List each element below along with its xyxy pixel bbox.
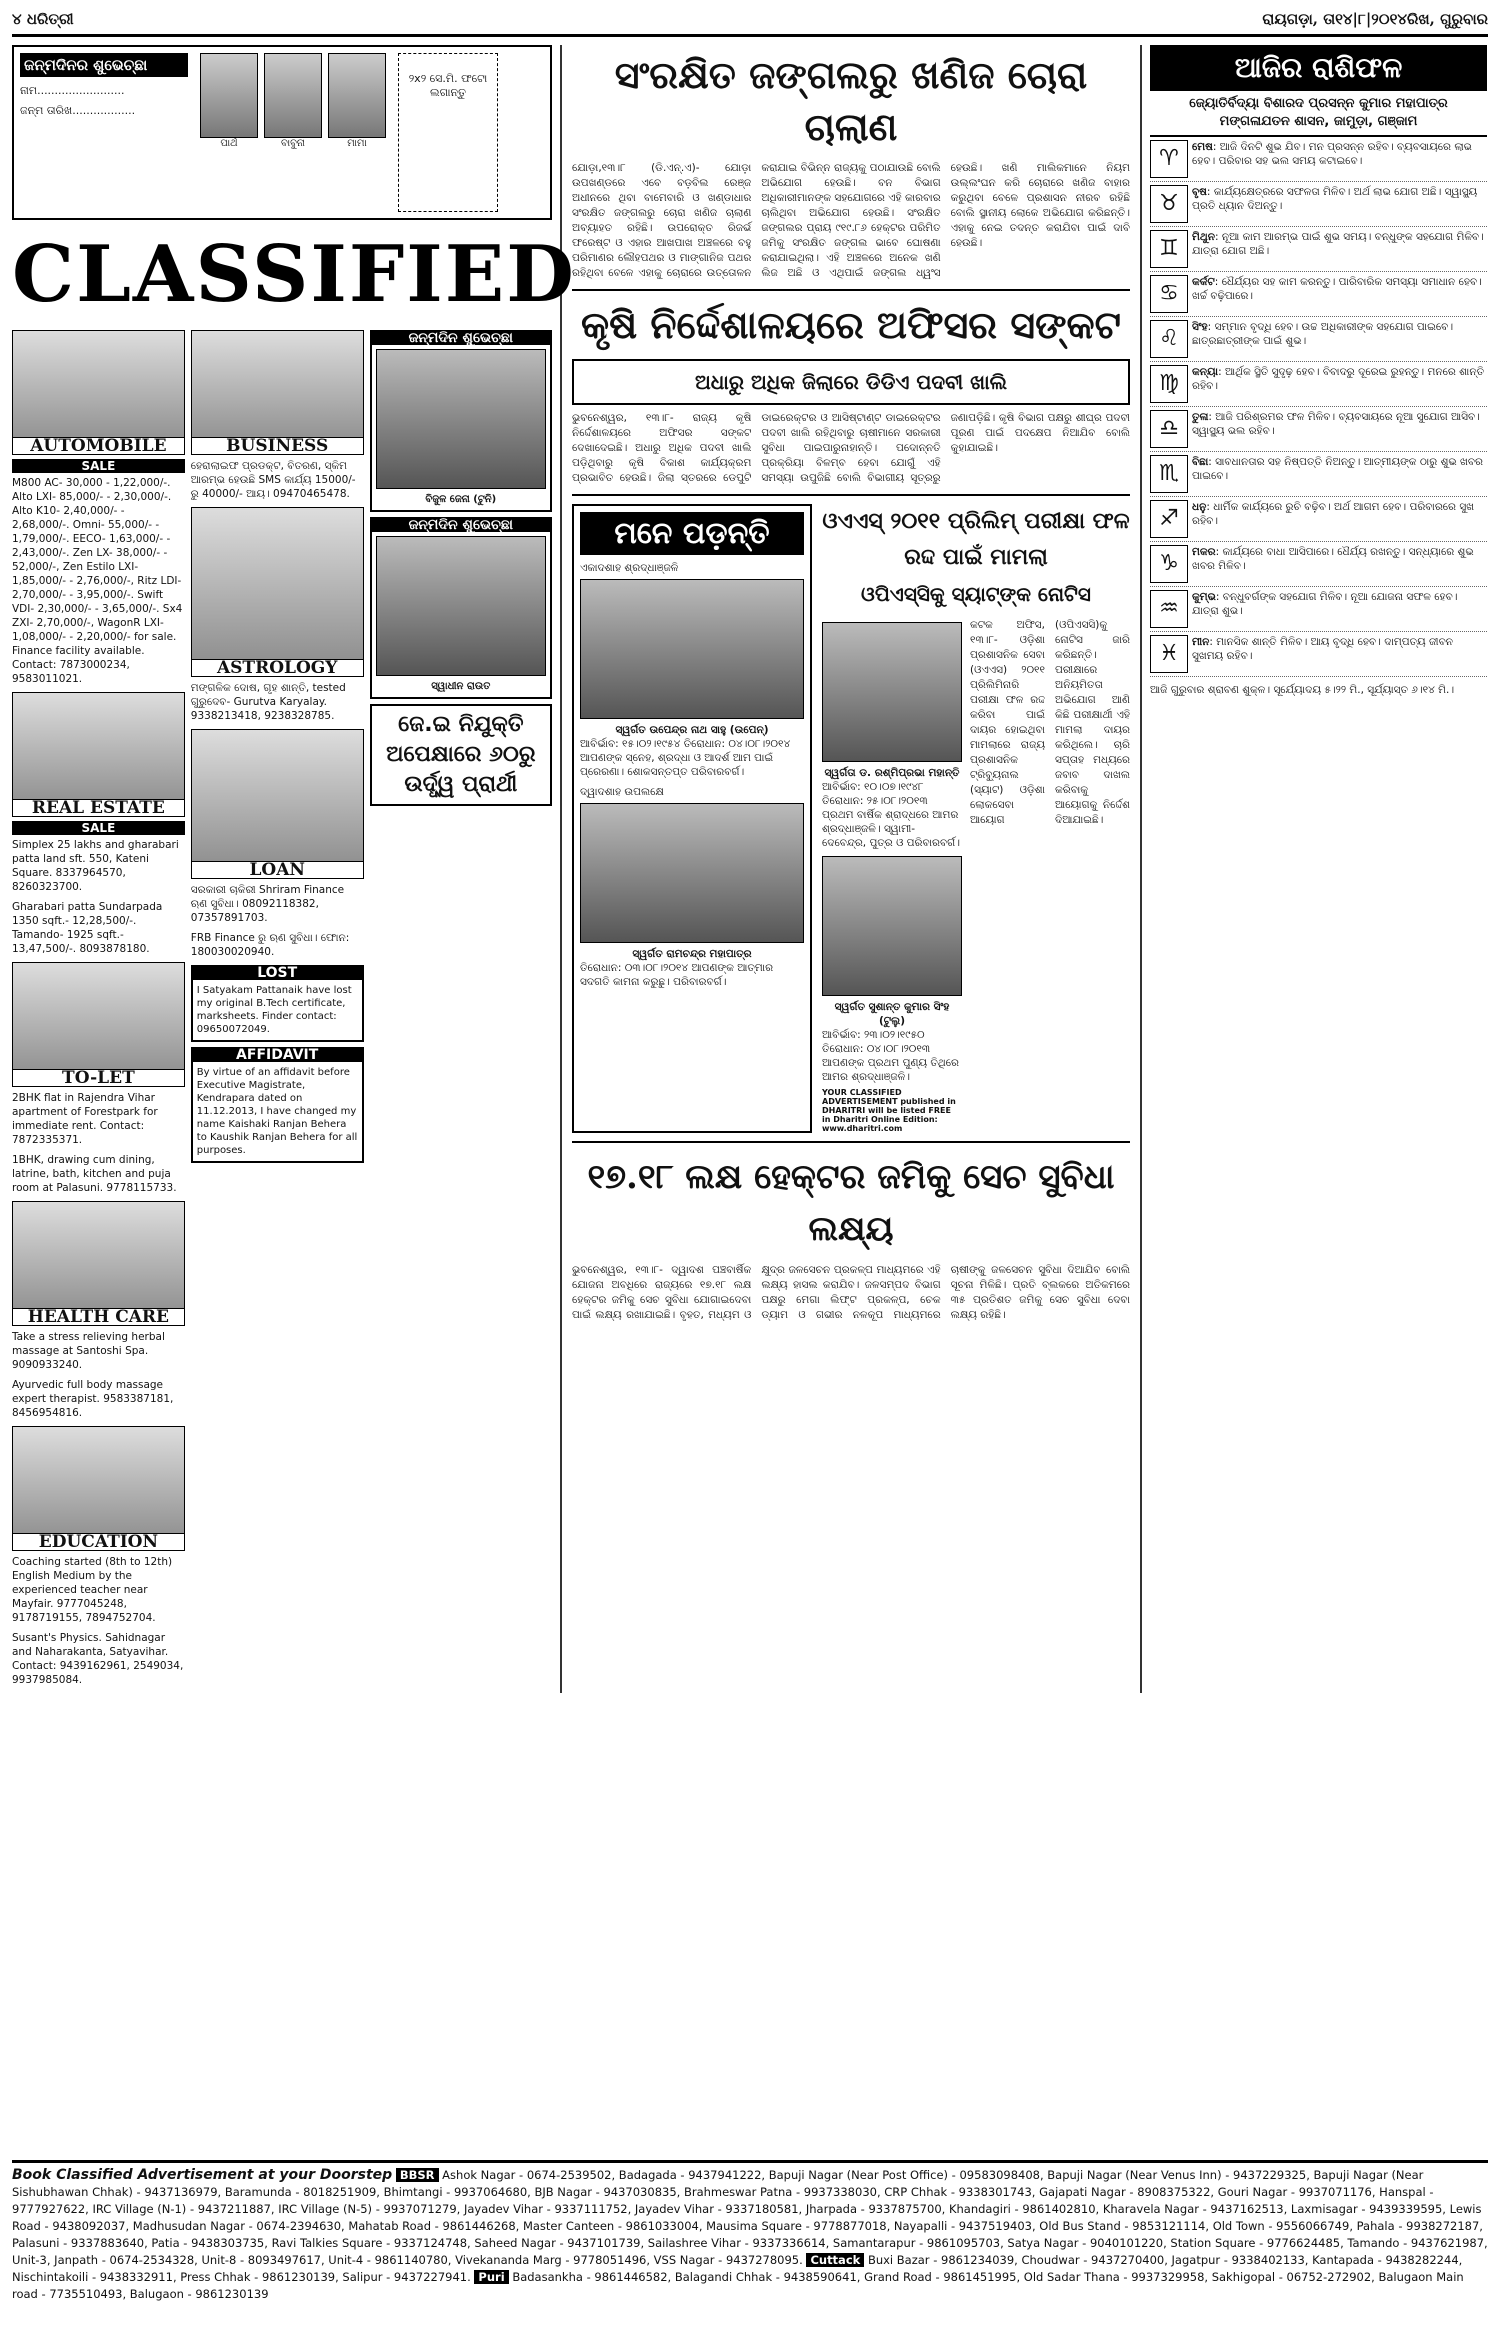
headline-4: ୧୭.୧୮ ଲକ୍ଷ ହେକ୍ଟର ଜମିକୁ ସେଚ ସୁବିଧା ଲକ୍ଷ୍ୟ xyxy=(587,1157,1115,1249)
sign-name: ତୁଳା xyxy=(1192,411,1209,423)
article-4: ଭୁବନେଶ୍ୱର, ୧୩।୮- ଦ୍ୱାଦଶ ପଞ୍ଚବାର୍ଷିକ ଯୋଜନା ଅବଧିରେ ରାଜ୍ୟରେ ୧୭.୧୮ ଲକ୍ଷ ହେକ୍ଟର ଜମିକୁ ସେଚ ସୁବିଧା ଯୋଗାଇଦେବା ପାଇଁ ଲକ୍ଷ୍ୟ ରଖାଯାଇଛି। ବୃହତ, ମଧ୍ୟମ ଓ କ୍ଷୁଦ୍ର ଜଳସେଚନ ପ୍ରକଳ୍ପ ମାଧ୍ୟମରେ ଏହି ଲକ୍ଷ୍ୟ ହାସଲ କରାଯିବ। ଜଳସମ୍ପଦ ବିଭାଗ ପକ୍ଷରୁ ମେଗା ଲିଫ୍ଟ ପ୍ରକଳ୍ପ, ଚେକ ଡ୍ୟାମ ଓ ଗଭୀର ନଳକୂପ ମାଧ୍ୟମରେ ଚାଷୀଙ୍କୁ ଜଳସେଚନ ସୁବିଧା ଦିଆଯିବ ବୋଲି ସୂଚନା ମିଳିଛି। ପ୍ରତି ବ୍ଲକରେ ଅତିକମରେ ୩୫ ପ୍ରତିଶତ ଜମିକୁ ସେଚ ସୁବିଧା ଦେବା ଲକ୍ଷ୍ୟ ରହିଛି। xyxy=(572,1264,1130,1321)
memorial-person-2: ସ୍ୱର୍ଗତା ଡ. ରଶ୍ମିପ୍ରଭା ମହାନ୍ତି ଆବିର୍ଭାବ: ୧୦।୦୭।୧୯୪୮ ତିରୋଧାନ: ୨୫।୦୮।୨୦୧୩ ପ୍ରଥମ ବାର୍ଷିକ ଶ୍ରାଦ୍ଧରେ ଆମର ଶ୍ରଦ୍ଧାଞ୍ଜଳି। ସ୍ୱାମୀ- ଦେବେନ୍ଦ୍ର, ପୁତ୍ର ଓ ପରିବାରବର୍ଗ। xyxy=(822,618,962,850)
zodiac-icon: ♑ xyxy=(1150,545,1188,583)
classified-column xyxy=(12,45,576,1693)
booking-footer xyxy=(12,2160,1488,2303)
astro-ad: ମଙ୍ଗଳିକ ଦୋଷ, ଗୃହ ଶାନ୍ତି, tested ଗୁରୁଦେବ- Gurutva Karyalay. 9338213418, 9238328785. xyxy=(190,682,346,722)
zodiac-icon: ♈ xyxy=(1150,140,1188,178)
article-1: ଯୋଡ଼ା,୧୩।୮ (ଡି.ଏନ୍.ଏ)- ଯୋଡ଼ା ଉପଖଣ୍ଡରେ ଏବେ ବଡ଼ବିଲ ରେଞ୍ଜ ଅଧୀନରେ ଥିବା ବାମେବାରି ଓ ଖଣ୍ଡାଧାର ସଂରକ୍ଷିତ ଜଙ୍ଗଲରୁ ଚୋରା ଖଣିଜ ଚାଲାଣ ଅବ୍ୟାହତ ରହିଛି। ଉପରୋକ୍ତ ରିଜର୍ଭ ଫରେଷ୍ଟ ଓ ଏହାର ଆଖପାଖ ଅଞ୍ଚଳରେ ବହୁ ପରିମାଣର ଲୌହପଥର ଓ ମାଙ୍ଗାନିଜ ପଥର ରହିଥିବା ବେଳେ ଏହାକୁ ଚୋରାରେ ଉତ୍ତୋଳନ କରାଯାଇ ବିଭିନ୍ନ ରାଜ୍ୟକୁ ପଠାଯାଉଛି ବୋଲି ଅଭିଯୋଗ ହେଉଛି। ବନ ବିଭାଗ ଅଧିକାରୀମାନଙ୍କ ସହଯୋଗରେ ଏହି କାରବାର ଚାଲିଥିବା ଅଭିଯୋଗ ହେଉଛି। ସଂରକ୍ଷିତ ଜଙ୍ଗଲର ପ୍ରାୟ ୯୧୯.୮୬ ହେକ୍ଟର ପରିମିତ ଜମିକୁ ସଂରକ୍ଷିତ ଜଙ୍ଗଲ ଭାବେ ଘୋଷଣା କରାଯାଇଥିଲା। ଏହି ଅଞ୍ଚଳରେ ଅନେକ ଖଣି ଲିଜ ଅଛି ଓ ଏଥିପାଇଁ ଜଙ୍ଗଲ ଧ୍ୱଂସ ହେଉଛି। ଖଣି ମାଲିକମାନେ ନିୟମ ଉଲ୍ଲଂଘନ କରି ଚୋରାରେ ଖଣିଜ ବାହାର କରୁଥିବା ବେଳେ ପ୍ରଶାସନ ନୀରବ ରହିଛି ବୋଲି ସ୍ଥାନୀୟ ଲୋକେ ଅଭିଯୋଗ କରିଛନ୍ତି। ଏହାକୁ ନେଇ ତଦନ୍ତ କରାଯିବା ପାଇଁ ଦାବି ହେଉଛି। xyxy=(572,162,1130,279)
sign-name: ମିଥୁନ xyxy=(1192,231,1215,243)
headline-3-sub: ଓପିଏସ୍‌ସିକୁ ସ୍ୟାଟ୍‌ଙ୍କ ନୋଟିସ xyxy=(861,582,1091,606)
tolet-ad: 2BHK flat in Rajendra Vihar apartment of Forestpark for immediate rent. Contact: 7872335371. xyxy=(12,1092,158,1146)
sign-name: ଧନୁ xyxy=(1192,501,1207,513)
horoscope-author: ଜ୍ୟୋତିର୍ବିଦ୍ୟା ବିଶାରଦ ପ୍ରସନ୍ନ କୁମାର ମହାପାତ୍ର ମଙ୍ଗଳାଯତନ ଶାସନ, ଜାମୁଡ଼ା, ଗଞ୍ଜାମ xyxy=(1150,91,1487,137)
sign-text: ଆଜି ଦିନଟି ଶୁଭ ଯିବ। ମନ ପ୍ରସନ୍ନ ରହିବ। ବ୍ୟବସାୟରେ ଲାଭ ହେବ। ପରିବାର ସହ ଭଲ ସମୟ କଟାଇବେ। xyxy=(1192,141,1472,167)
sign-name: ବିଛା xyxy=(1192,456,1209,468)
health-image: HEALTH CARE xyxy=(12,1201,185,1326)
dob-field: ଜନ୍ମ ତାରିଖ.................. xyxy=(20,104,136,117)
zodiac-icon: ♐ xyxy=(1150,500,1188,538)
classified-banner: CLASSIFIED xyxy=(12,229,576,320)
bbsr-list: Ashok Nagar - 0674-2539502, Badagada - 9437941222, Bapuji Nagar (Near Post Office) - 09583098408, Bapuji Nagar (Near Venus Inn) - 9437229325, Bapuji Nagar (Near Sishubhawan Chhak) - 9437136979, Baramunda - 8018251909, Bhimtangi - 9937064680, BJB Nagar - 9437030835, Brahmeswar Patna - 9937338030, CRP Chhak - 9338301743, Gajapati Nagar - 8908375322, Gouri Nagar - 9937071176, Hanspal - 9777927622, IRC Village (N-1) - 9437211887, IRC Village (N-5) - 9937071279, Jayadev Vihar - 9337111752, Jayadev Vihar - 9337180581, Jharpada - 9337875700, Khandagiri - 9861402810, Kharavela Nagar - 9437162513, Laxmisagar - 9439339595, Lewis Road - 9438092037, Madhusudan Nagar - 0674-2394630, Mahatab Road - 9861446268, Master Canteen - 9861033004, Mausima Square - 9778877018, Nayapalli - 9437519403, Old Bus Stand - 9853121114, Old Town - 9556066749, Pahala - 9938272187, Palasuni - 9337883640, Patia - 9438303735, Ravi Talkies Square - 9337124748, Saheed Nagar - 9437101739, Sailashree Vihar - 9337336614, Samantarapur - 9861095703, Satya Nagar - 9040101220, Station Square - 9776624485, Tamando - 9437621987, Unit-3, Janpath - 0674-2534328, Unit-8 - 8093497617, Unit-4 - 9861140780, Vivekananda Marg - 9778051496, VSS Nagar - 9437278095. xyxy=(12,2168,1488,2267)
city-tag: BBSR xyxy=(396,2168,439,2182)
business-image: BUSINESS xyxy=(191,330,364,455)
booking-lead: Book Classified Advertisement at your Doorstep xyxy=(12,2167,393,2183)
education-image: EDUCATION xyxy=(12,1426,185,1551)
cuttack-list: Buxi Bazar - 9861234039, Choudwar - 9437270400, Jagatpur - 9338402133, Kantapada - 9438282244, Nischintakoili - 9438332911, Press Chhak - 9861230139, Salipur - 9437227941. xyxy=(12,2253,1463,2284)
loan-ad: ସରକାରୀ ଚାକିରୀ Shriram Finance ଋଣ ସୁବିଧା। 08092118382, 07357891703. xyxy=(190,884,345,924)
article-2-inset: ଅଧାରୁ ଅଧିକ ଜିଲାରେ ଡିଡିଏ ପଦବୀ ଖାଲି xyxy=(572,359,1130,405)
zodiac-icon: ♒ xyxy=(1150,590,1188,628)
lost-notice: LOST I Satyakam Pattanaik have lost my original B.Tech certificate, marksheets. Finder contact: 09650072049. xyxy=(191,965,364,1042)
news-column xyxy=(562,45,1142,1693)
zodiac-icon: ♓ xyxy=(1150,635,1188,673)
greeting-card-2: ଜନ୍ମଦିନ ଶୁଭେଚ୍ଛା ସ୍ୱାଧୀନ ରାଉତ xyxy=(370,517,552,699)
affidavit-notice: AFFIDAVIT By virtue of an affidavit before Executive Magistrate, Kendrapara dated on 11.12.2013, I have changed my name Kaishaki Ranjan Behera to Kaushik Ranjan Behera for all purposes. xyxy=(191,1047,364,1163)
sign-name: ମେଷ xyxy=(1192,141,1213,153)
zodiac-icon: ♌ xyxy=(1150,320,1188,358)
sign-name: ସିଂହ xyxy=(1192,321,1208,333)
photo-size-note: ୨x୨ ସେ.ମି. ଫଟୋ ଲଗାନ୍ତୁ xyxy=(398,53,498,212)
astrology-image: ASTROLOGY xyxy=(191,507,364,677)
realestate-image: REAL ESTATE xyxy=(12,692,185,817)
horoscope-sign: ♎ ତୁଳା: ଆଜି ପରିଶ୍ରମର ଫଳ ମିଳିବ। ବ୍ୟବସାୟରେ ନୂଆ ସୁଯୋଗ ଆସିବ। ସ୍ୱାସ୍ଥ୍ୟ ଭଲ ରହିବ। xyxy=(1150,407,1487,452)
horoscope-list xyxy=(1150,137,1487,677)
puri-list: Badasankha - 9861446582, Balagandi Chhak - 9438590641, Grand Road - 9861451995, Old Sadar Thana - 9937329958, Sakhigopal - 06752-272902, Balugaon Main road - 7735510493, Balugaon - 9861230139 xyxy=(12,2270,1464,2301)
sign-name: ବୃଷ xyxy=(1192,186,1207,198)
sign-text: ବନ୍ଧୁବର୍ଗଙ୍କ ସହଯୋଗ ମିଳିବ। ନୂଆ ଯୋଜନା ସଫଳ ହେବ। ଯାତ୍ରା ଶୁଭ। xyxy=(1192,591,1458,617)
birthday-form: ଜନ୍ମଦିନର ଶୁଭେଚ୍ଛା ନାମ......................... ଜନ୍ମ ତାରିଖ.................. ପାର୍ଥ ବାବୁନା ମାମା ୨x୨ ସେ.ମି. ଫଟୋ ଲଗାନ୍ତୁ xyxy=(12,45,552,220)
sale-label: SALE xyxy=(12,459,185,473)
sign-name: କୁମ୍ଭ xyxy=(1192,591,1216,603)
sign-text: ଆଜି ପରିଶ୍ରମର ଫଳ ମିଳିବ। ବ୍ୟବସାୟରେ ନୂଆ ସୁଯୋଗ ଆସିବ। ସ୍ୱାସ୍ଥ୍ୟ ଭଲ ରହିବ। xyxy=(1192,411,1480,437)
birthday-title: ଜନ୍ମଦିନର ଶୁଭେଚ୍ଛା xyxy=(20,53,188,77)
automobile-image: AUTOMOBILE xyxy=(12,330,185,455)
horoscope-sign: ♑ ମକର: କାର୍ଯ୍ୟରେ ବାଧା ଆସିପାରେ। ଧୈର୍ଯ୍ୟ ରଖନ୍ତୁ। ସନ୍ଧ୍ୟାରେ ଶୁଭ ଖବର ମିଳିବ। xyxy=(1150,542,1487,587)
article-2: ଭୁବନେଶ୍ୱର, ୧୩।୮- ରାଜ୍ୟ କୃଷି ନିର୍ଦ୍ଦେଶାଳୟରେ ଅଫିସର ସଙ୍କଟ ଦେଖାଦେଇଛି। ଅଧାରୁ ଅଧିକ ପଦବୀ ଖାଲି ପଡ଼ିଥିବାରୁ କୃଷି ବିକାଶ କାର୍ଯ୍ୟକ୍ରମ ପ୍ରଭାବିତ ହେଉଛି। ଜିଲା ସ୍ତରରେ ଡେପୁଟି ଡାଇରେକ୍ଟର ଓ ଆସିଷ୍ଟାଣ୍ଟ ଡାଇରେକ୍ଟର ପଦବୀ ଖାଲି ରହିଥିବାରୁ ଚାଷୀମାନେ ସରକାରୀ ସୁବିଧା ପାଇପାରୁନାହାନ୍ତି। ପଦୋନ୍ନତି ପ୍ରକ୍ରିୟା ବିଳମ୍ବ ହେବା ଯୋଗୁଁ ଏହି ସମସ୍ୟା ଉପୁଜିଛି ବୋଲି ବିଭାଗୀୟ ସୂତ୍ରରୁ ଜଣାପଡ଼ିଛି। କୃଷି ବିଭାଗ ପକ୍ଷରୁ ଶୀଘ୍ର ପଦବୀ ପୂରଣ ପାଇଁ ପଦକ୍ଷେପ ନିଆଯିବ ବୋଲି କୁହାଯାଇଛି। xyxy=(572,412,1130,484)
sign-text: ଆର୍ଥିକ ସ୍ଥିତି ସୁଦୃଢ଼ ହେବ। ବିବାଦରୁ ଦୂରେଇ ରୁହନ୍ତୁ। ମନରେ ଶାନ୍ତି ରହିବ। xyxy=(1192,366,1485,392)
real-ad: Simplex 25 lakhs and gharabari patta land sft. 550, Kateni Square. 8337964570, 8260323700. xyxy=(12,839,179,893)
memorial-person-1: ଏକାଦଶାହ ଶ୍ରଦ୍ଧାଞ୍ଜଳି ସ୍ୱର୍ଗତ ଉପେନ୍ଦ୍ର ନାଥ ସାହୁ (ଉପେନ୍) ଆବିର୍ଭାବ: ୧୫।୦୨।୧୯୫୪ ତିରୋଧାନ: ୦୪।୦୮।୨୦୧୪ ଆପଣଙ୍କ ସ୍ନେହ, ଶ୍ରଦ୍ଧା ଓ ଆଦର୍ଶ ଆମ ପାଇଁ ପ୍ରେରଣା। ଶୋକସନ୍ତପ୍ତ ପରିବାରବର୍ଗ। xyxy=(580,561,804,779)
classified-col-2 xyxy=(191,330,364,1693)
online-note: YOUR CLASSIFIED ADVERTISEMENT published in DHARITRI will be listed FREE in Dharitri Online Edition: www.dharitri.com xyxy=(822,1088,956,1133)
horoscope-sign: ♍ କନ୍ୟା: ଆର୍ଥିକ ସ୍ଥିତି ସୁଦୃଢ଼ ହେବ। ବିବାଦରୁ ଦୂରେଇ ରୁହନ୍ତୁ। ମନରେ ଶାନ୍ତି ରହିବ। xyxy=(1150,362,1487,407)
tolet-image: TO-LET xyxy=(12,962,185,1087)
sign-name: ମକର xyxy=(1192,546,1216,558)
sign-text: କାର୍ଯ୍ୟକ୍ଷେତ୍ରରେ ସଫଳତା ମିଳିବ। ଅର୍ଥ ଲାଭ ଯୋଗ ଅଛି। ସ୍ୱାସ୍ଥ୍ୟ ପ୍ରତି ଧ୍ୟାନ ଦିଅନ୍ତୁ। xyxy=(1192,186,1478,212)
sign-name: କନ୍ୟା xyxy=(1192,366,1219,378)
greeting-photo xyxy=(376,349,546,489)
city-tag: Cuttack xyxy=(806,2253,864,2267)
greetings-col xyxy=(370,330,552,1693)
panjika: ଆଜି ଗୁରୁବାର ଶ୍ରାବଣ ଶୁକ୍ଳ। ସୂର୍ଯ୍ୟୋଦୟ ୫।୨୨ ମି., ସୂର୍ଯ୍ୟାସ୍ତ ୬।୧୪ ମି.। xyxy=(1150,684,1455,696)
horoscope-sign: ♓ ମୀନ: ମାନସିକ ଶାନ୍ତି ମିଳିବ। ଆୟ ବୃଦ୍ଧି ହେବ। ଦାମ୍ପତ୍ୟ ଜୀବନ ସୁଖମୟ ରହିବ। xyxy=(1150,632,1487,677)
classified-col-1: AUTOMOBILE SALE M800 AC- 30,000 - 1,22,000/-. Alto LXI- 85,000/- - 2,30,000/-. Alto K10- 2,40,000/- - 2,68,000/-. Omni- 55,000/- - 1,79,000/-. EECO- 1,63,000/- - 2,43,000/-. Zen LX- 38,000/- - 52,000/-, Zen Estilo LXI- 1,85,000/- - 2,76,000/-, Ritz LDI- 2,70,000/- - 3,95,000/-. Swift VDI- 2,30,000/- - 3,65,000/-. Sx4 ZXI- 2,70,000/-, WagonR LXI- 1,08,000/- - 2,20,000/- for sale. Finance facility available. Contact: 7873000234, 9583011021. REAL ESTATE SALE Simplex 25 lakhs and gharabari patta land sft. 550, Kateni Square. 8337964570, 8260323700. Gharabari patta Sundarpada 1350 sqft.- 12,28,500/-. Tamando- 1925 sqft.- 13,47,500/-. 8093878180. TO-LET 2BHK flat in Rajendra Vihar apartment of Forestpark for immediate rent. Contact: 7872335371. 1BHK, drawing cum dining, latrine, bath, kitchen and puja room at Palasuni. 9778115733. HEALTH CARE Take a stress relieving herbal massage at Santoshi Spa. 9090933240. Ayurvedic full body massage expert therapist. 9583387181, 8456954816. EDUCATION Coaching started (8th to 12th) English Medium by the experienced teacher near Mayfair. 9777045248, 9178719155, 7894752704. Susant's Physics. Sahidnagar and Naharakanta, Satyavihar. Contact: 9439162961, 2549034, 9937985084. xyxy=(12,330,185,1693)
horoscope-sign: ♉ ବୃଷ: କାର୍ଯ୍ୟକ୍ଷେତ୍ରରେ ସଫଳତା ମିଳିବ। ଅର୍ଥ ଲାଭ ଯୋଗ ଅଛି। ସ୍ୱାସ୍ଥ୍ୟ ପ୍ରତି ଧ୍ୟାନ ଦିଅନ୍ତୁ। xyxy=(1150,182,1487,227)
headline-3: ଓଏଏସ୍ ୨୦୧୧ ପ୍ରିଲିମ୍ ପରୀକ୍ଷା ଫଳ ରଦ୍ଦ ପାଇଁ ମାମଲା xyxy=(822,509,1130,570)
health-ad-2: Ayurvedic full body massage expert therapist. 9583387181, 8456954816. xyxy=(12,1379,174,1419)
sign-text: ନୂଆ କାମ ଆରମ୍ଭ ପାଇଁ ଶୁଭ ସମୟ। ବନ୍ଧୁଙ୍କ ସହଯୋଗ ମିଳିବ। ଯାତ୍ରା ଯୋଗ ଅଛି। xyxy=(1192,231,1484,257)
sign-text: ଧାର୍ମିକ କାର୍ଯ୍ୟରେ ରୁଚି ବଢ଼ିବ। ଅର୍ଥ ଆଗମ ହେବ। ପରିବାରରେ ସୁଖ ରହିବ। xyxy=(1192,501,1475,527)
zodiac-icon: ♎ xyxy=(1150,410,1188,448)
memorial-person-4: ସ୍ୱର୍ଗତ ସୁଶାନ୍ତ କୁମାର ସିଂହ (ଟୁଲୁ) ଆବିର୍ଭାବ: ୨୩।୦୨।୧୯୫୦ ତିରୋଧାନ: ୦୪।୦୮।୨୦୧୩ ଆପଣଙ୍କ ପ୍ରଥମ ପୁଣ୍ୟ ତିଥିରେ ଆମର ଶ୍ରଦ୍ଧାଞ୍ଜଳି। xyxy=(822,856,962,1084)
child-photo xyxy=(328,53,386,138)
sign-text: କାର୍ଯ୍ୟରେ ବାଧା ଆସିପାରେ। ଧୈର୍ଯ୍ୟ ରଖନ୍ତୁ। ସନ୍ଧ୍ୟାରେ ଶୁଭ ଖବର ମିଳିବ। xyxy=(1192,546,1474,572)
horoscope-sign: ♈ ମେଷ: ଆଜି ଦିନଟି ଶୁଭ ଯିବ। ମନ ପ୍ରସନ୍ନ ରହିବ। ବ୍ୟବସାୟରେ ଲାଭ ହେବ। ପରିବାର ସହ ଭଲ ସମୟ କଟାଇବେ। xyxy=(1150,137,1487,182)
horoscope-sign: ♐ ଧନୁ: ଧାର୍ମିକ କାର୍ଯ୍ୟରେ ରୁଚି ବଢ଼ିବ। ଅର୍ଥ ଆଗମ ହେବ। ପରିବାରରେ ସୁଖ ରହିବ। xyxy=(1150,497,1487,542)
name-field: ନାମ......................... xyxy=(20,84,125,97)
horoscope-sign: ♌ ସିଂହ: ସମ୍ମାନ ବୃଦ୍ଧି ହେବ। ଉଚ୍ଚ ଅଧିକାରୀଙ୍କ ସହଯୋଗ ପାଇବେ। ଛାତ୍ରଛାତ୍ରୀଙ୍କ ପାଇଁ ଶୁଭ। xyxy=(1150,317,1487,362)
edu-ad-2: Susant's Physics. Sahidnagar and Naharakanta, Satyavihar. Contact: 9439162961, 2549034, 9937985084. xyxy=(12,1632,184,1686)
edu-ad: Coaching started (8th to 12th) English Medium by the experienced teacher near Mayfair. 9777045248, 9178719155, 7894752704. xyxy=(12,1556,173,1624)
headline-2: କୃଷି ନିର୍ଦ୍ଦେଶାଳୟରେ ଅଫିସର ସଙ୍କଟ xyxy=(581,302,1121,347)
job-headline: ଜେ.ଇ ନିଯୁକ୍ତି ଅପେକ୍ଷାରେ ୬୦ରୁ ଉର୍ଦ୍ଧ୍ୱ ପ୍ରାର୍ଥୀ xyxy=(370,704,552,806)
zodiac-icon: ♊ xyxy=(1150,230,1188,268)
biz-ad: ହେରାଲାଇଫ ପ୍ରଡକ୍ଟ, ବିତରଣ, ସ୍କିମ ଆରମ୍ଭ ହେଉଛି SMS କାର୍ଯ୍ୟ 15000/- ରୁ 40000/- ଆୟ। 09470465478. xyxy=(190,460,356,500)
loan-ad-2: FRB Finance ରୁ ଋଣ ସୁବିଧା। ଫୋନ: 180030020940. xyxy=(190,932,350,958)
zodiac-icon: ♋ xyxy=(1150,275,1188,313)
child-photo xyxy=(200,53,258,138)
sign-name: କର୍କଟ xyxy=(1192,276,1215,288)
sign-text: ଧୈର୍ଯ୍ୟର ସହ କାମ କରନ୍ତୁ। ପାରିବାରିକ ସମସ୍ୟା ସମାଧାନ ହେବ। ଖର୍ଚ୍ଚ ବଢ଼ିପାରେ। xyxy=(1192,276,1482,302)
horoscope-column xyxy=(1142,45,1487,1693)
loan-image: LOAN xyxy=(191,729,364,879)
zodiac-icon: ♏ xyxy=(1150,455,1188,493)
sign-text: ମାନସିକ ଶାନ୍ତି ମିଳିବ। ଆୟ ବୃଦ୍ଧି ହେବ। ଦାମ୍ପତ୍ୟ ଜୀବନ ସୁଖମୟ ରହିବ। xyxy=(1192,636,1453,662)
city-tag: Puri xyxy=(474,2270,508,2284)
page-header xyxy=(12,10,1488,37)
memorial-person-3: ଦ୍ୱାଦଶାହ ଉପଲକ୍ଷେ ସ୍ୱର୍ଗତ ରାମଚନ୍ଦ୍ର ମହାପାତ୍ର ତିରୋଧାନ: ୦୩।୦୮।୨୦୧୪ ଆପଣଙ୍କ ଆତ୍ମାର ସଦଗତି କାମନା କରୁଛୁ। ପରିବାରବର୍ଗ। xyxy=(580,785,804,989)
auto-ad: M800 AC- 30,000 - 1,22,000/-. Alto LXI- 85,000/- - 2,30,000/-. Alto K10- 2,40,000/- - 2,68,000/-. Omni- 55,000/- - 1,79,000/-. EECO- 1,63,000/- - 2,43,000/-. Zen LX- 38,000/- - 52,000/-, Zen Estilo LXI- 1,85,000/- - 2,76,000/-, Ritz LDI- 2,70,000/- - 3,95,000/-. Swift VDI- 2,30,000/- - 3,65,000/-. Sx4 ZXI- 2,70,000/-, WagonR LXI- 1,08,000/- - 2,20,000/- for sale. Finance facility available. Contact: 7873000234, 9583011021. xyxy=(12,477,183,685)
child-photo xyxy=(264,53,322,138)
zodiac-icon: ♍ xyxy=(1150,365,1188,403)
horoscope-sign: ♊ ମିଥୁନ: ନୂଆ କାମ ଆରମ୍ଭ ପାଇଁ ଶୁଭ ସମୟ। ବନ୍ଧୁଙ୍କ ସହଯୋଗ ମିଳିବ। ଯାତ୍ରା ଯୋଗ ଅଛି। xyxy=(1150,227,1487,272)
tolet-ad-2: 1BHK, drawing cum dining, latrine, bath, kitchen and puja room at Palasuni. 9778115733. xyxy=(12,1154,177,1194)
sign-name: ମୀନ xyxy=(1192,636,1210,648)
greeting-card-1: ଜନ୍ମଦିନ ଶୁଭେଚ୍ଛା ବିଜୁଳ ଜେନା (ଟୁନି) xyxy=(370,330,552,512)
memorial-box xyxy=(572,504,812,1133)
sign-text: ସମ୍ମାନ ବୃଦ୍ଧି ହେବ। ଉଚ୍ଚ ଅଧିକାରୀଙ୍କ ସହଯୋଗ ପାଇବେ। ଛାତ୍ରଛାତ୍ରୀଙ୍କ ପାଇଁ ଶୁଭ। xyxy=(1192,321,1454,347)
page-number: ୪ ଧରିତ୍ରୀ xyxy=(12,10,74,28)
horoscope-sign: ♒ କୁମ୍ଭ: ବନ୍ଧୁବର୍ଗଙ୍କ ସହଯୋଗ ମିଳିବ। ନୂଆ ଯୋଜନା ସଫଳ ହେବ। ଯାତ୍ରା ଶୁଭ। xyxy=(1150,587,1487,632)
article-3: କଟକ ଅଫିସ, ୧୩।୮- ଓଡ଼ିଶା ପ୍ରଶାସନିକ ସେବା (ଓଏଏସ) ୨୦୧୧ ପ୍ରିଲିମିନାରି ପରୀକ୍ଷା ଫଳ ରଦ୍ଦ କରିବା ପାଇଁ ଦାୟର ହୋଇଥିବା ମାମଲାରେ ରାଜ୍ୟ ପ୍ରଶାସନିକ ଟ୍ରିବ୍ୟୁନାଲ (ସ୍ୟାଟ) ଓଡ଼ିଶା ଲୋକସେବା ଆୟୋଗ (ଓପିଏସସି)କୁ ନୋଟିସ ଜାରି କରିଛନ୍ତି। ପରୀକ୍ଷାରେ ଅନିୟମିତତା ଅଭିଯୋଗ ଆଣି କିଛି ପରୀକ୍ଷାର୍ଥୀ ଏହି ମାମଲା ଦାୟର କରିଥିଲେ। ଚାରି ସପ୍ତାହ ମଧ୍ୟରେ ଜବାବ ଦାଖଲ କରିବାକୁ ଆୟୋଗକୁ ନିର୍ଦ୍ଦେଶ ଦିଆଯାଇଛି। xyxy=(970,619,1130,826)
page-date: ରାୟଗଡ଼ା, ତା୧୪|୮|୨୦୧୪ରିଖ, ଗୁରୁବାର xyxy=(1262,10,1488,28)
headline-1: ସଂରକ୍ଷିତ ଜଙ୍ଗଲରୁ ଖଣିଜ ଚୋରା ଚାଲାଣ xyxy=(614,52,1088,149)
horoscope-title: ଆଜିର ରାଶିଫଳ xyxy=(1150,45,1487,91)
real-ad-2: Gharabari patta Sundarpada 1350 sqft.- 12,28,500/-. Tamando- 1925 sqft.- 13,47,500/-. 8093878180. xyxy=(12,901,163,955)
health-ad: Take a stress relieving herbal massage at Santoshi Spa. 9090933240. xyxy=(12,1331,165,1371)
greeting-photo xyxy=(376,536,546,676)
memorial-title: ମନେ ପଡ଼ନ୍ତି xyxy=(580,512,804,555)
zodiac-icon: ♉ xyxy=(1150,185,1188,223)
sign-text: ସାବଧାନତାର ସହ ନିଷ୍ପତ୍ତି ନିଅନ୍ତୁ। ଆତ୍ମୀୟଙ୍କ ଠାରୁ ଶୁଭ ଖବର ପାଇବେ। xyxy=(1192,456,1483,482)
horoscope-sign: ♏ ବିଛା: ସାବଧାନତାର ସହ ନିଷ୍ପତ୍ତି ନିଅନ୍ତୁ। ଆତ୍ମୀୟଙ୍କ ଠାରୁ ଶୁଭ ଖବର ପାଇବେ। xyxy=(1150,452,1487,497)
horoscope-sign: ♋ କର୍କଟ: ଧୈର୍ଯ୍ୟର ସହ କାମ କରନ୍ତୁ। ପାରିବାରିକ ସମସ୍ୟା ସମାଧାନ ହେବ। ଖର୍ଚ୍ଚ ବଢ଼ିପାରେ। xyxy=(1150,272,1487,317)
